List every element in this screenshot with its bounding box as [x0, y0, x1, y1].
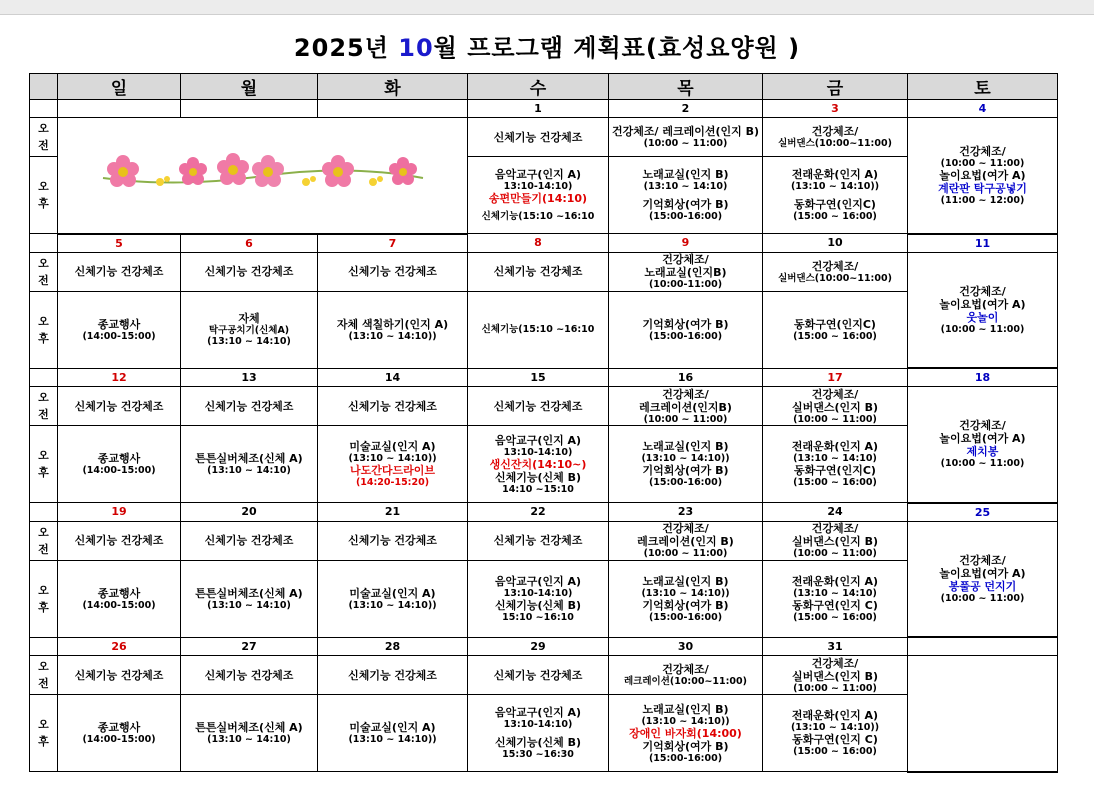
date-cell: 1 — [468, 100, 609, 118]
program-cell: 종교행사 (14:00-15:00) — [58, 560, 181, 637]
program-cell: 신체기능 건강체조 — [318, 656, 468, 695]
date-cell: 17 — [763, 368, 908, 387]
program-cell: 신체기능 건강체조 — [468, 387, 609, 426]
program-cell: 동화구연(인지C) (15:00 ~ 16:00) — [763, 291, 908, 368]
weekday-sun: 일 — [58, 74, 181, 100]
program-cell: 전래운화(인지 A) (13:10 ~ 14:10)) 동화구연(인지C) (15:00 ~ 16:00) — [763, 157, 908, 234]
pm-label: 오 후 — [30, 291, 58, 368]
program-cell: 신체기능 건강체조 — [468, 656, 609, 695]
program-cell: 기억회상(여가 B) (15:00-16:00) — [609, 291, 763, 368]
program-cell: 노래교실(인지 B) (13:10 ~ 14:10)) 기억회상(여가 B) (15:00-16:00) — [609, 560, 763, 637]
program-cell: 노래교실(인지 B) (13:10 ~ 14:10)) 장애인 바자회(14:00) 기억회상(여가 B) (15:00-16:00) — [609, 695, 763, 772]
date-cell: 14 — [318, 368, 468, 387]
date-cell: 10 — [763, 234, 908, 253]
saturday-program-cell: 건강체조/ 놀이요법(여가 A) 봉풀공 던지기 (10:00 ~ 11:00) — [908, 521, 1058, 637]
program-cell: 신체기능 건강체조 — [318, 252, 468, 291]
date-cell: 24 — [763, 503, 908, 522]
weekday-mon: 월 — [181, 74, 318, 100]
week1-am-row — [30, 118, 1058, 157]
program-cell: 신체기능 건강체조 — [181, 656, 318, 695]
program-cell: 자체 색칠하기(인지 A) (13:10 ~ 14:10)) — [318, 291, 468, 368]
date-cell: 4 — [908, 100, 1058, 118]
program-cell: 건강체조/ 실버댄스(10:00~11:00) — [763, 252, 908, 291]
program-calendar-table — [29, 73, 1058, 773]
week4-date-row — [30, 503, 1058, 522]
week2-pm-row — [30, 291, 1058, 368]
program-cell: 튼튼실버체조(신체 A) (13:10 ~ 14:10) — [181, 426, 318, 503]
program-cell: 튼튼실버체조(신체 A) (13:10 ~ 14:10) — [181, 695, 318, 772]
program-cell: 자체 탁구공치기(신체A) (13:10 ~ 14:10) — [181, 291, 318, 368]
week3-date-row — [30, 368, 1058, 387]
program-cell: 신체기능 건강체조 — [58, 387, 181, 426]
pm-label: 오 후 — [30, 157, 58, 234]
week4-am-row — [30, 521, 1058, 560]
program-cell: 미술교실(인지 A) (13:10 ~ 14:10)) — [318, 695, 468, 772]
program-cell: 신체기능 건강체조 — [181, 521, 318, 560]
flower-decoration — [58, 118, 468, 234]
date-cell: 7 — [318, 234, 468, 253]
page-title: 2025년 10월 프로그램 계획표(효성요양원 ) — [293, 34, 801, 62]
date-cell: 2 — [609, 100, 763, 118]
date-cell: 11 — [908, 234, 1058, 253]
date-cell: 6 — [181, 234, 318, 253]
weekday-tue: 화 — [318, 74, 468, 100]
date-cell: 9 — [609, 234, 763, 253]
program-cell: 건강체조/ 노래교실(인지B) (10:00-11:00) — [609, 252, 763, 291]
program-cell: 미술교실(인지 A) (13:10 ~ 14:10)) — [318, 560, 468, 637]
program-cell: 전래운화(인지 A) (13:10 ~ 14:10) 동화구연(인지C) (15:00 ~ 16:00) — [763, 426, 908, 503]
program-cell: 신체기능 건강체조 — [181, 387, 318, 426]
week1-date-row — [30, 100, 1058, 118]
week4-pm-row — [30, 560, 1058, 637]
flower-garland-icon — [98, 148, 428, 198]
saturday-program-cell: 건강체조/ 놀이요법(여가 A) 웃놀이 (10:00 ~ 11:00) — [908, 252, 1058, 368]
week5-am-row — [30, 656, 1058, 695]
program-cell: 전래운화(인지 A) (13:10 ~ 14:10)) 동화구연(인지 C) (15:00 ~ 16:00) — [763, 695, 908, 772]
program-cell: 건강체조/ 실버댄스(인지 B) (10:00 ~ 11:00) — [763, 387, 908, 426]
program-cell: 노래교실(인지 B) (13:10 ~ 14:10) 기억회상(여가 B) (15:00-16:00) — [609, 157, 763, 234]
date-cell: 28 — [318, 637, 468, 656]
program-cell: 노래교실(인지 B) (13:10 ~ 14:10)) 기억회상(여가 B) (15:00-16:00) — [609, 426, 763, 503]
program-cell: 건강체조/ 실버댄스(인지 B) (10:00 ~ 11:00) — [763, 656, 908, 695]
am-label: 오 전 — [30, 521, 58, 560]
week3-pm-row — [30, 426, 1058, 503]
am-label: 오 전 — [30, 387, 58, 426]
date-cell: 13 — [181, 368, 318, 387]
corner-cell — [30, 74, 58, 100]
saturday-program-cell: 건강체조/ 놀이요법(여가 A) 제치봉 (10:00 ~ 11:00) — [908, 387, 1058, 503]
program-cell: 신체기능 건강체조 — [58, 656, 181, 695]
program-cell: 건강체조/ 레크레이션(10:00~11:00) — [609, 656, 763, 695]
week5-date-row — [30, 637, 1058, 656]
am-label: 오 전 — [30, 252, 58, 291]
pm-label: 오 후 — [30, 426, 58, 503]
week2-am-row — [30, 252, 1058, 291]
pm-label: 오 후 — [30, 695, 58, 772]
program-cell: 신체기능(15:10 ~16:10 — [468, 291, 609, 368]
program-cell: 건강체조/ 실버댄스(10:00~11:00) — [763, 118, 908, 157]
program-cell: 종교행사 (14:00-15:00) — [58, 426, 181, 503]
date-cell: 29 — [468, 637, 609, 656]
date-cell: 19 — [58, 503, 181, 522]
date-cell: 3 — [763, 100, 908, 118]
program-cell: 건강체조/ 실버댄스(인지 B) (10:00 ~ 11:00) — [763, 521, 908, 560]
weekday-sat: 토 — [908, 74, 1058, 100]
weekday-fri: 금 — [763, 74, 908, 100]
date-cell: 30 — [609, 637, 763, 656]
program-cell: 전래운화(인지 A) (13:10 ~ 14:10) 동화구연(인지 C) (15:00 ~ 16:00) — [763, 560, 908, 637]
date-cell: 21 — [318, 503, 468, 522]
top-toolbar-strip — [0, 0, 1094, 15]
program-cell: 음악교구(인지 A) 13:10-14:10) 송편만들기(14:10) 신체기능(15:10 ~16:10 — [468, 157, 609, 234]
date-cell: 31 — [763, 637, 908, 656]
date-cell — [181, 100, 318, 118]
date-cell: 12 — [58, 368, 181, 387]
week3-am-row — [30, 387, 1058, 426]
date-cell — [58, 100, 181, 118]
program-cell: 신체기능 건강체조 — [58, 252, 181, 291]
date-cell — [908, 637, 1058, 656]
date-cell: 8 — [468, 234, 609, 253]
date-cell: 27 — [181, 637, 318, 656]
date-cell: 15 — [468, 368, 609, 387]
empty-cell — [908, 656, 1058, 772]
program-cell: 신체기능 건강체조 — [468, 521, 609, 560]
pm-label: 오 후 — [30, 560, 58, 637]
program-cell: 신체기능 건강체조 — [58, 521, 181, 560]
program-cell: 신체기능 건강체조 — [181, 252, 318, 291]
program-cell: 건강체조/ 레크레이션(인지 B) (10:00 ~ 11:00) — [609, 118, 763, 157]
program-cell: 건강체조/ 레크레이션(인지 B) (10:00 ~ 11:00) — [609, 521, 763, 560]
date-cell — [318, 100, 468, 118]
date-cell: 20 — [181, 503, 318, 522]
program-cell: 신체기능 건강체조 — [318, 521, 468, 560]
week2-date-row — [30, 234, 1058, 253]
program-cell: 튼튼실버체조(신체 A) (13:10 ~ 14:10) — [181, 560, 318, 637]
date-cell: 26 — [58, 637, 181, 656]
program-cell: 신체기능 건강체조 — [468, 118, 609, 157]
weekday-thu: 목 — [609, 74, 763, 100]
date-cell: 5 — [58, 234, 181, 253]
weekday-header-row — [30, 74, 1058, 100]
am-label: 오 전 — [30, 656, 58, 695]
program-cell: 신체기능 건강체조 — [468, 252, 609, 291]
date-cell: 18 — [908, 368, 1058, 387]
am-label: 오 전 — [30, 118, 58, 157]
saturday-program-cell: 건강체조/ (10:00 ~ 11:00) 놀이요법(여가 A) 계란판 탁구공넣기 (11:00 ~ 12:00) — [908, 118, 1058, 234]
program-cell: 종교행사 (14:00-15:00) — [58, 695, 181, 772]
date-cell: 16 — [609, 368, 763, 387]
program-cell: 미술교실(인지 A) (13:10 ~ 14:10)) 나도간다드라이브 (14:20-15:20) — [318, 426, 468, 503]
program-cell: 건강체조/ 레크레이션(인지B) (10:00 ~ 11:00) — [609, 387, 763, 426]
program-cell: 음악교구(인지 A) 13:10-14:10) 생신잔치(14:10~) 신체기능(신체 B) 14:10 ~15:10 — [468, 426, 609, 503]
date-cell: 23 — [609, 503, 763, 522]
date-cell: 22 — [468, 503, 609, 522]
program-cell: 음악교구(인지 A) 13:10-14:10) 신체기능(신체 B) 15:30 ~16:30 — [468, 695, 609, 772]
week5-pm-row — [30, 695, 1058, 772]
program-cell: 종교행사 (14:00-15:00) — [58, 291, 181, 368]
program-cell: 신체기능 건강체조 — [318, 387, 468, 426]
weekday-wed: 수 — [468, 74, 609, 100]
date-cell: 25 — [908, 503, 1058, 522]
program-cell: 음악교구(인지 A) 13:10-14:10) 신체기능(신체 B) 15:10 ~16:10 — [468, 560, 609, 637]
